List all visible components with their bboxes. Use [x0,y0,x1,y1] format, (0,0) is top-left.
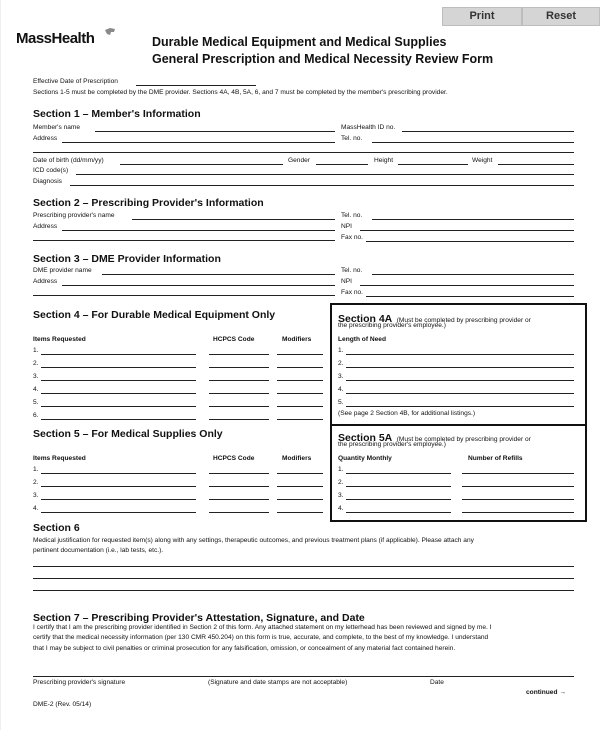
dme-provider-name-label: DME provider name [33,267,92,274]
section5-modifiers-field[interactable] [277,473,323,474]
prescriber-address-label: Address [33,223,58,230]
section5-col-items: Items Requested [33,455,86,462]
prescriber-tel-field[interactable] [372,219,574,220]
prescriber-address-field[interactable] [62,230,335,231]
dob-field[interactable] [120,164,283,165]
justification-line[interactable] [33,566,574,567]
section4-item-field[interactable] [41,419,196,420]
section4-item-field[interactable] [41,354,196,355]
member-tel-label: Tel. no. [341,135,363,142]
logo-text: MassHealth [16,30,95,47]
member-name-field[interactable] [95,131,335,132]
section7-text1: I certify that I am the prescribing provider identified in Section 2 of this form. Any attached statement on my letterhead has been reviewed and signed by me. I [33,624,492,631]
section5a-col-refills: Number of Refills [468,455,523,462]
prescriber-name-field[interactable] [132,219,335,220]
section5a-title: Section 5A [338,432,393,444]
section5-hcpcs-field[interactable] [209,473,269,474]
section4a-row-number: 2. [338,360,344,367]
gender-label: Gender [288,157,310,164]
icd-field[interactable] [76,174,574,175]
member-name-label: Member's name [33,124,81,131]
section4-modifiers-field[interactable] [277,393,323,394]
section5a-row-number: 1. [338,466,344,473]
section4-modifiers-field[interactable] [277,380,323,381]
section3-title: Section 3 – DME Provider Information [33,253,221,265]
diagnosis-label: Diagnosis [33,178,62,185]
dme-tel-label: Tel. no. [341,267,363,274]
section4a-footer: (See page 2 Section 4B, for additional listings.) [338,410,476,417]
form-title-line1: Durable Medical Equipment and Medical Supplies [152,35,447,49]
masshealth-id-label: MassHealth ID no. [341,124,396,131]
icd-label: ICD code(s) [33,167,69,174]
section4-item-field[interactable] [41,393,196,394]
section4-hcpcs-field[interactable] [209,380,269,381]
masshealth-id-field[interactable] [402,131,574,132]
signature-line[interactable] [33,676,574,677]
dme-fax-label: Fax no. [341,289,363,296]
prescriber-npi-field[interactable] [360,230,574,231]
diagnosis-field[interactable] [70,185,574,186]
section4-modifiers-field[interactable] [277,354,323,355]
date-label: Date [430,679,444,686]
section4-row-number: 6. [33,412,39,419]
justification-line[interactable] [33,578,574,579]
section5-row-number: 2. [33,479,39,486]
refills-field[interactable] [462,473,574,474]
section5-item-field[interactable] [41,486,196,487]
section4-hcpcs-field[interactable] [209,419,269,420]
reset-button[interactable]: Reset [522,7,600,26]
section4-title: Section 4 – For Durable Medical Equipment Only [33,309,276,321]
dme-address-field[interactable] [62,285,335,286]
section4-row-number: 5. [33,399,39,406]
weight-label: Weight [472,157,493,164]
section4-col-hcpcs: HCPCS Code [213,336,255,343]
section4a-col-length: Length of Need [338,336,386,343]
form-title-line2: General Prescription and Medical Necessity Review Form [152,52,494,66]
stamps-note: (Signature and date stamps are not acceptable) [208,679,348,686]
section4a-title: Section 4A [338,313,393,325]
section4-modifiers-field[interactable] [277,367,323,368]
prescriber-name-label: Prescribing provider's name [33,212,115,219]
prescriber-fax-field[interactable] [366,241,574,242]
section7-text2: certify that the medical necessity information (per 130 CMR 450.204) on this form is true, accurate, and complete, to the best of my knowledge. I understand [33,634,489,641]
section5-hcpcs-field[interactable] [209,486,269,487]
quantity-monthly-field[interactable] [346,512,451,513]
prescriber-tel-label: Tel. no. [341,212,363,219]
section5-item-field[interactable] [41,512,196,513]
prescriber-fax-label: Fax no. [341,234,363,241]
dme-npi-label: NPI [341,278,352,285]
length-of-need-field[interactable] [346,406,574,407]
form-id: DME-2 (Rev. 05/14) [33,701,92,708]
dob-label: Date of birth (dd/mm/yy) [33,157,104,164]
section5-modifiers-field[interactable] [277,512,323,513]
section4-row-number: 3. [33,373,39,380]
section4-col-modifiers: Modifiers [282,336,312,343]
section5-row-number: 3. [33,492,39,499]
section4-row-number: 2. [33,360,39,367]
section5-modifiers-field[interactable] [277,486,323,487]
section5a-row-number: 3. [338,492,344,499]
arrow-right-icon: → [559,689,566,696]
dme-address-line2[interactable] [33,295,335,296]
section4a-note2: the prescribing provider's employee.) [338,322,446,329]
section4-modifiers-field[interactable] [277,419,323,420]
section5a-row-number: 2. [338,479,344,486]
member-address-field[interactable] [62,142,335,143]
refills-field[interactable] [462,512,574,513]
section4a-row-number: 3. [338,373,344,380]
effective-date-field[interactable] [136,85,256,86]
effective-date-label: Effective Date of Prescription [33,78,118,85]
section6-title: Section 6 [33,522,80,534]
section4a-row-number: 5. [338,399,344,406]
dme-npi-field[interactable] [360,285,574,286]
dme-fax-field[interactable] [366,296,574,297]
section4-hcpcs-field[interactable] [209,393,269,394]
section4-item-field[interactable] [41,406,196,407]
length-of-need-field[interactable] [346,367,574,368]
height-field[interactable] [398,164,468,165]
section5-hcpcs-field[interactable] [209,499,269,500]
quantity-monthly-field[interactable] [346,486,451,487]
weight-field[interactable] [498,164,574,165]
section5a-row-number: 4. [338,505,344,512]
section5-modifiers-field[interactable] [277,499,323,500]
length-of-need-field[interactable] [346,393,574,394]
section4-item-field[interactable] [41,380,196,381]
section4-row-number: 4. [33,386,39,393]
print-button[interactable]: Print [442,7,522,26]
section5-row-number: 4. [33,505,39,512]
section7-title: Section 7 – Prescribing Provider's Attestation, Signature, and Date [33,612,365,624]
section4-hcpcs-field[interactable] [209,406,269,407]
section4-row-number: 1. [33,347,39,354]
section5-item-field[interactable] [41,473,196,474]
section6-text1: Medical justification for requested item(s) along with any settings, therapeutic outcomes, and previous treatment plans (if applicable). Please attach any [33,537,474,544]
dme-provider-name-field[interactable] [102,274,335,275]
section2-title: Section 2 – Prescribing Provider's Information [33,197,264,209]
section5-item-field[interactable] [41,499,196,500]
section4-modifiers-field[interactable] [277,406,323,407]
section4-item-field[interactable] [41,367,196,368]
member-address-line2[interactable] [33,152,574,153]
section4-hcpcs-field[interactable] [209,367,269,368]
section5-hcpcs-field[interactable] [209,512,269,513]
section7-text3: that I may be subject to civil penalties or criminal prosecution for any falsification, omission, or concealment of any material fact contained herein. [33,645,456,652]
section5a-col-qty: Quantity Monthly [338,455,392,462]
section1-title: Section 1 – Member's Information [33,108,201,120]
section4-col-items: Items Requested [33,336,86,343]
refills-field[interactable] [462,486,574,487]
section5-row-number: 1. [33,466,39,473]
section-box-divider [332,424,585,426]
member-tel-field[interactable] [372,142,574,143]
prescriber-npi-label: NPI [341,223,352,230]
section5-col-modifiers: Modifiers [282,455,312,462]
quantity-monthly-field[interactable] [346,499,451,500]
member-address-label: Address [33,135,58,142]
dme-address-label: Address [33,278,58,285]
section4a-note1: (Must be completed by prescribing provider or [396,317,531,324]
instructions-text: Sections 1-5 must be completed by the DME provider. Sections 4A, 4B, 5A, 6, and 7 must be completed by the member's prescribing provider. [33,89,448,96]
quantity-monthly-field[interactable] [346,473,451,474]
continued-text: continued [526,689,558,696]
page-edge [0,0,1,730]
refills-field[interactable] [462,499,574,500]
justification-line[interactable] [33,590,574,591]
section4a-row-number: 4. [338,386,344,393]
dme-tel-field[interactable] [372,274,574,275]
section4a-row-number: 1. [338,347,344,354]
section5a-note1: (Must be completed by prescribing provider or [396,436,531,443]
section6-text2: pertinent documentation (i.e., lab tests, etc.). [33,547,164,554]
section5-col-hcpcs: HCPCS Code [213,455,255,462]
masshealth-logo [16,30,94,48]
prescriber-address-line2[interactable] [33,240,335,241]
section5a-note2: the prescribing provider's employee.) [338,441,446,448]
section5-title: Section 5 – For Medical Supplies Only [33,428,223,440]
gender-field[interactable] [316,164,368,165]
length-of-need-field[interactable] [346,354,574,355]
height-label: Height [374,157,394,164]
state-shape-icon [104,26,116,38]
signature-label: Prescribing provider's signature [33,679,126,686]
continued-label [526,689,566,696]
section4-hcpcs-field[interactable] [209,354,269,355]
length-of-need-field[interactable] [346,380,574,381]
